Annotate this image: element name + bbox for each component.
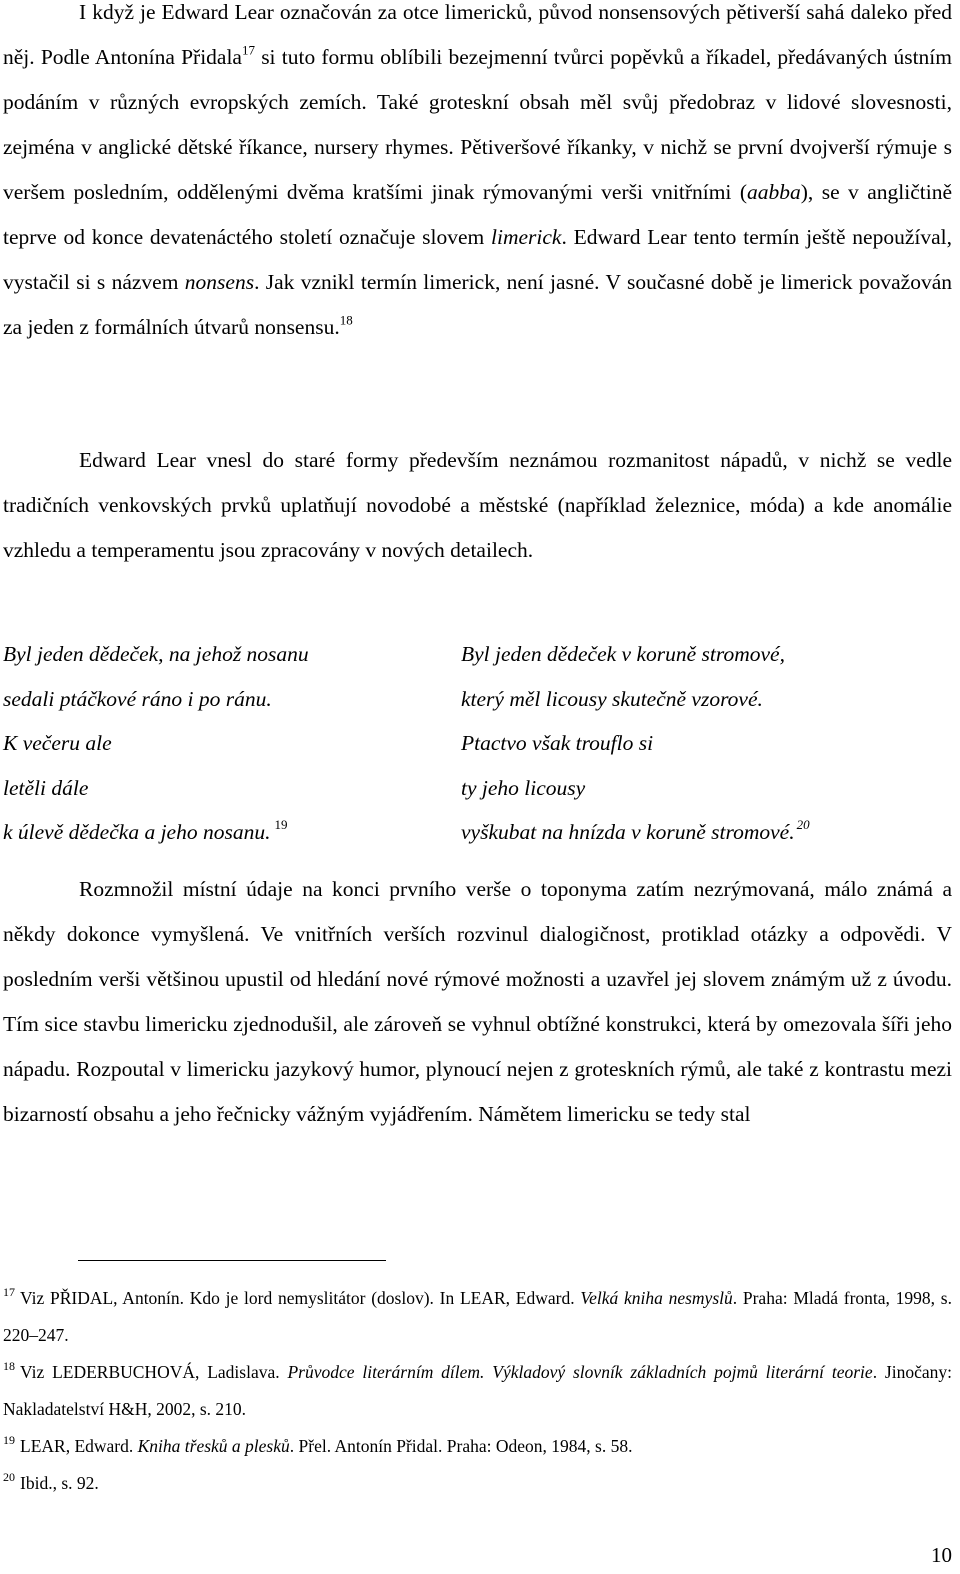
paragraph-lear-innovation: Edward Lear vnesl do staré formy především neznámou rozmanitost nápadů, v nichž se vedle tradičních venkovských prvků uplatňují novodobé a městské (například železnice, móda) a kde anomálie vzhledu a temperamentu jsou zpracovány v nových detailech. <box>3 448 952 562</box>
term-nonsens: nonsens <box>184 270 255 294</box>
paragraph-toponyms: Rozmnožil místní údaje na konci prvního verše o toponyma zatím nezrýmovaná, málo známá a někdy dokonce vymyšlená. Ve vnitřních verších rozvinul dialogičnost, protiklad otázky a odpovědi. V posledním verši většinou upustil od hledání nové rýmové možnosti a uzavřel jej slovem známým už z úvodu. Tím sice stavbu limericku zjednodušil, ale zároveň se vyhnul obtížné konstrukci, která by omezovala šíři jeho nápadu. Rozpoutal v limericku jazykový humor, plynoucí nejen z groteskních rýmů, ale také z kontrastu mezi bizarností obsahu a jeho řečnicky vážným vyjádřením. Námětem limericku se tedy stal <box>3 877 952 1126</box>
poem-comparison <box>3 632 952 855</box>
poem-line: Byl jeden dědeček v koruně stromové, <box>461 642 785 666</box>
poem-line: K večeru ale <box>3 731 112 755</box>
paragraph-origins <box>3 0 952 350</box>
footnote-text: . Přel. Antonín Přidal. Praha: Odeon, 1984, s. 58. <box>289 1436 633 1456</box>
poem-line-text: vyškubat na hnízda v koruně stromové. <box>461 820 795 844</box>
footnote-ref-18[interactable]: 18 <box>339 312 353 328</box>
poem-left <box>3 632 461 855</box>
footnote-ref-19[interactable]: 19 <box>274 817 288 833</box>
footnote-title: Průvodce literárním dílem. Výkladový slovník základních pojmů literární teorie <box>287 1362 873 1382</box>
footnote-title: Kniha třesků a plesků <box>137 1436 290 1456</box>
footnote-number: 18 <box>3 1358 15 1373</box>
poem-line: ty jeho licousy <box>461 775 586 800</box>
poem-line: letěli dále <box>3 775 89 800</box>
poem-line-last <box>461 810 810 855</box>
footnote-17 <box>3 1280 952 1354</box>
poem-line: který měl licousy skutečně vzorové. <box>461 686 763 711</box>
paragraph-text: ), se v angličtině teprve od konce devatenáctého století označuje slovem <box>3 180 952 249</box>
footnote-number: 19 <box>3 1432 15 1447</box>
paragraph-text: . Jak vznikl termín limerick, není jasné. V současné době je limerick považován za jeden z formálních útvarů nonsensu. <box>3 270 952 339</box>
footnote-text: LEAR, Edward. <box>20 1436 138 1456</box>
poem-line: Byl jeden dědeček, na jehož nosanu <box>3 642 309 666</box>
poem-line-last <box>3 810 461 855</box>
poem-right <box>461 632 810 855</box>
footnote-20 <box>3 1465 952 1502</box>
footnote-number: 17 <box>3 1284 15 1299</box>
footnote-number: 20 <box>3 1469 15 1484</box>
poem-line: sedali ptáčkové ráno i po ránu. <box>3 686 272 711</box>
paragraph-text: I když je Edward Lear označován za otce limericků, původ nonsensových pětiverší sahá daleko před něj. Podle Antonína Přidala <box>3 0 952 69</box>
term-limerick: limerick <box>491 225 562 249</box>
footnote-ref-17[interactable]: 17 <box>241 42 255 58</box>
page-number: 10 <box>931 1543 952 1567</box>
poem-line-text: k úlevě dědečka a jeho nosanu. <box>3 820 271 844</box>
paragraph-text: si tuto formu oblíbili bezejmenní tvůrci popěvků a říkadel, předávaných ústním podáním v různých evropských zemích. Také groteskní obsah měl svůj předobraz v lidové slovesnosti, zejména v anglické dětské říkance, nursery rhymes. Pětiveršové říkanky, v nichž se první dvojverší rýmuje s veršem posledním, oddělenými dvěma kratšími jinak rýmovanými verši vnitřními ( <box>3 45 952 204</box>
footnote-text: Viz PŘIDAL, Antonín. Kdo je lord nemyslitátor (doslov). In LEAR, Edward. <box>20 1288 581 1308</box>
footnote-text: Ibid., s. 92. <box>20 1473 99 1493</box>
poem-line: Ptactvo však trouflo si <box>461 731 654 755</box>
footnote-ref-20[interactable]: 20 <box>796 817 810 833</box>
footnote-18 <box>3 1354 952 1428</box>
paragraph-text: . Edward Lear tento termín ještě nepoužíval, vystačil si s názvem <box>3 225 952 294</box>
footnote-title: Velká kniha nesmyslů <box>580 1288 733 1308</box>
footnote-text: . Jinočany: Nakladatelství H&H, 2002, s. 210. <box>3 1362 952 1419</box>
footnote-text: Viz LEDERBUCHOVÁ, Ladislava. <box>20 1362 288 1382</box>
footnote-separator <box>78 1260 386 1261</box>
footnote-19 <box>3 1428 952 1465</box>
rhyme-scheme-term: aabba <box>747 180 801 204</box>
footnotes <box>3 1280 952 1502</box>
footnote-text: . Praha: Mladá fronta, 1998, s. 220–247. <box>3 1288 952 1345</box>
